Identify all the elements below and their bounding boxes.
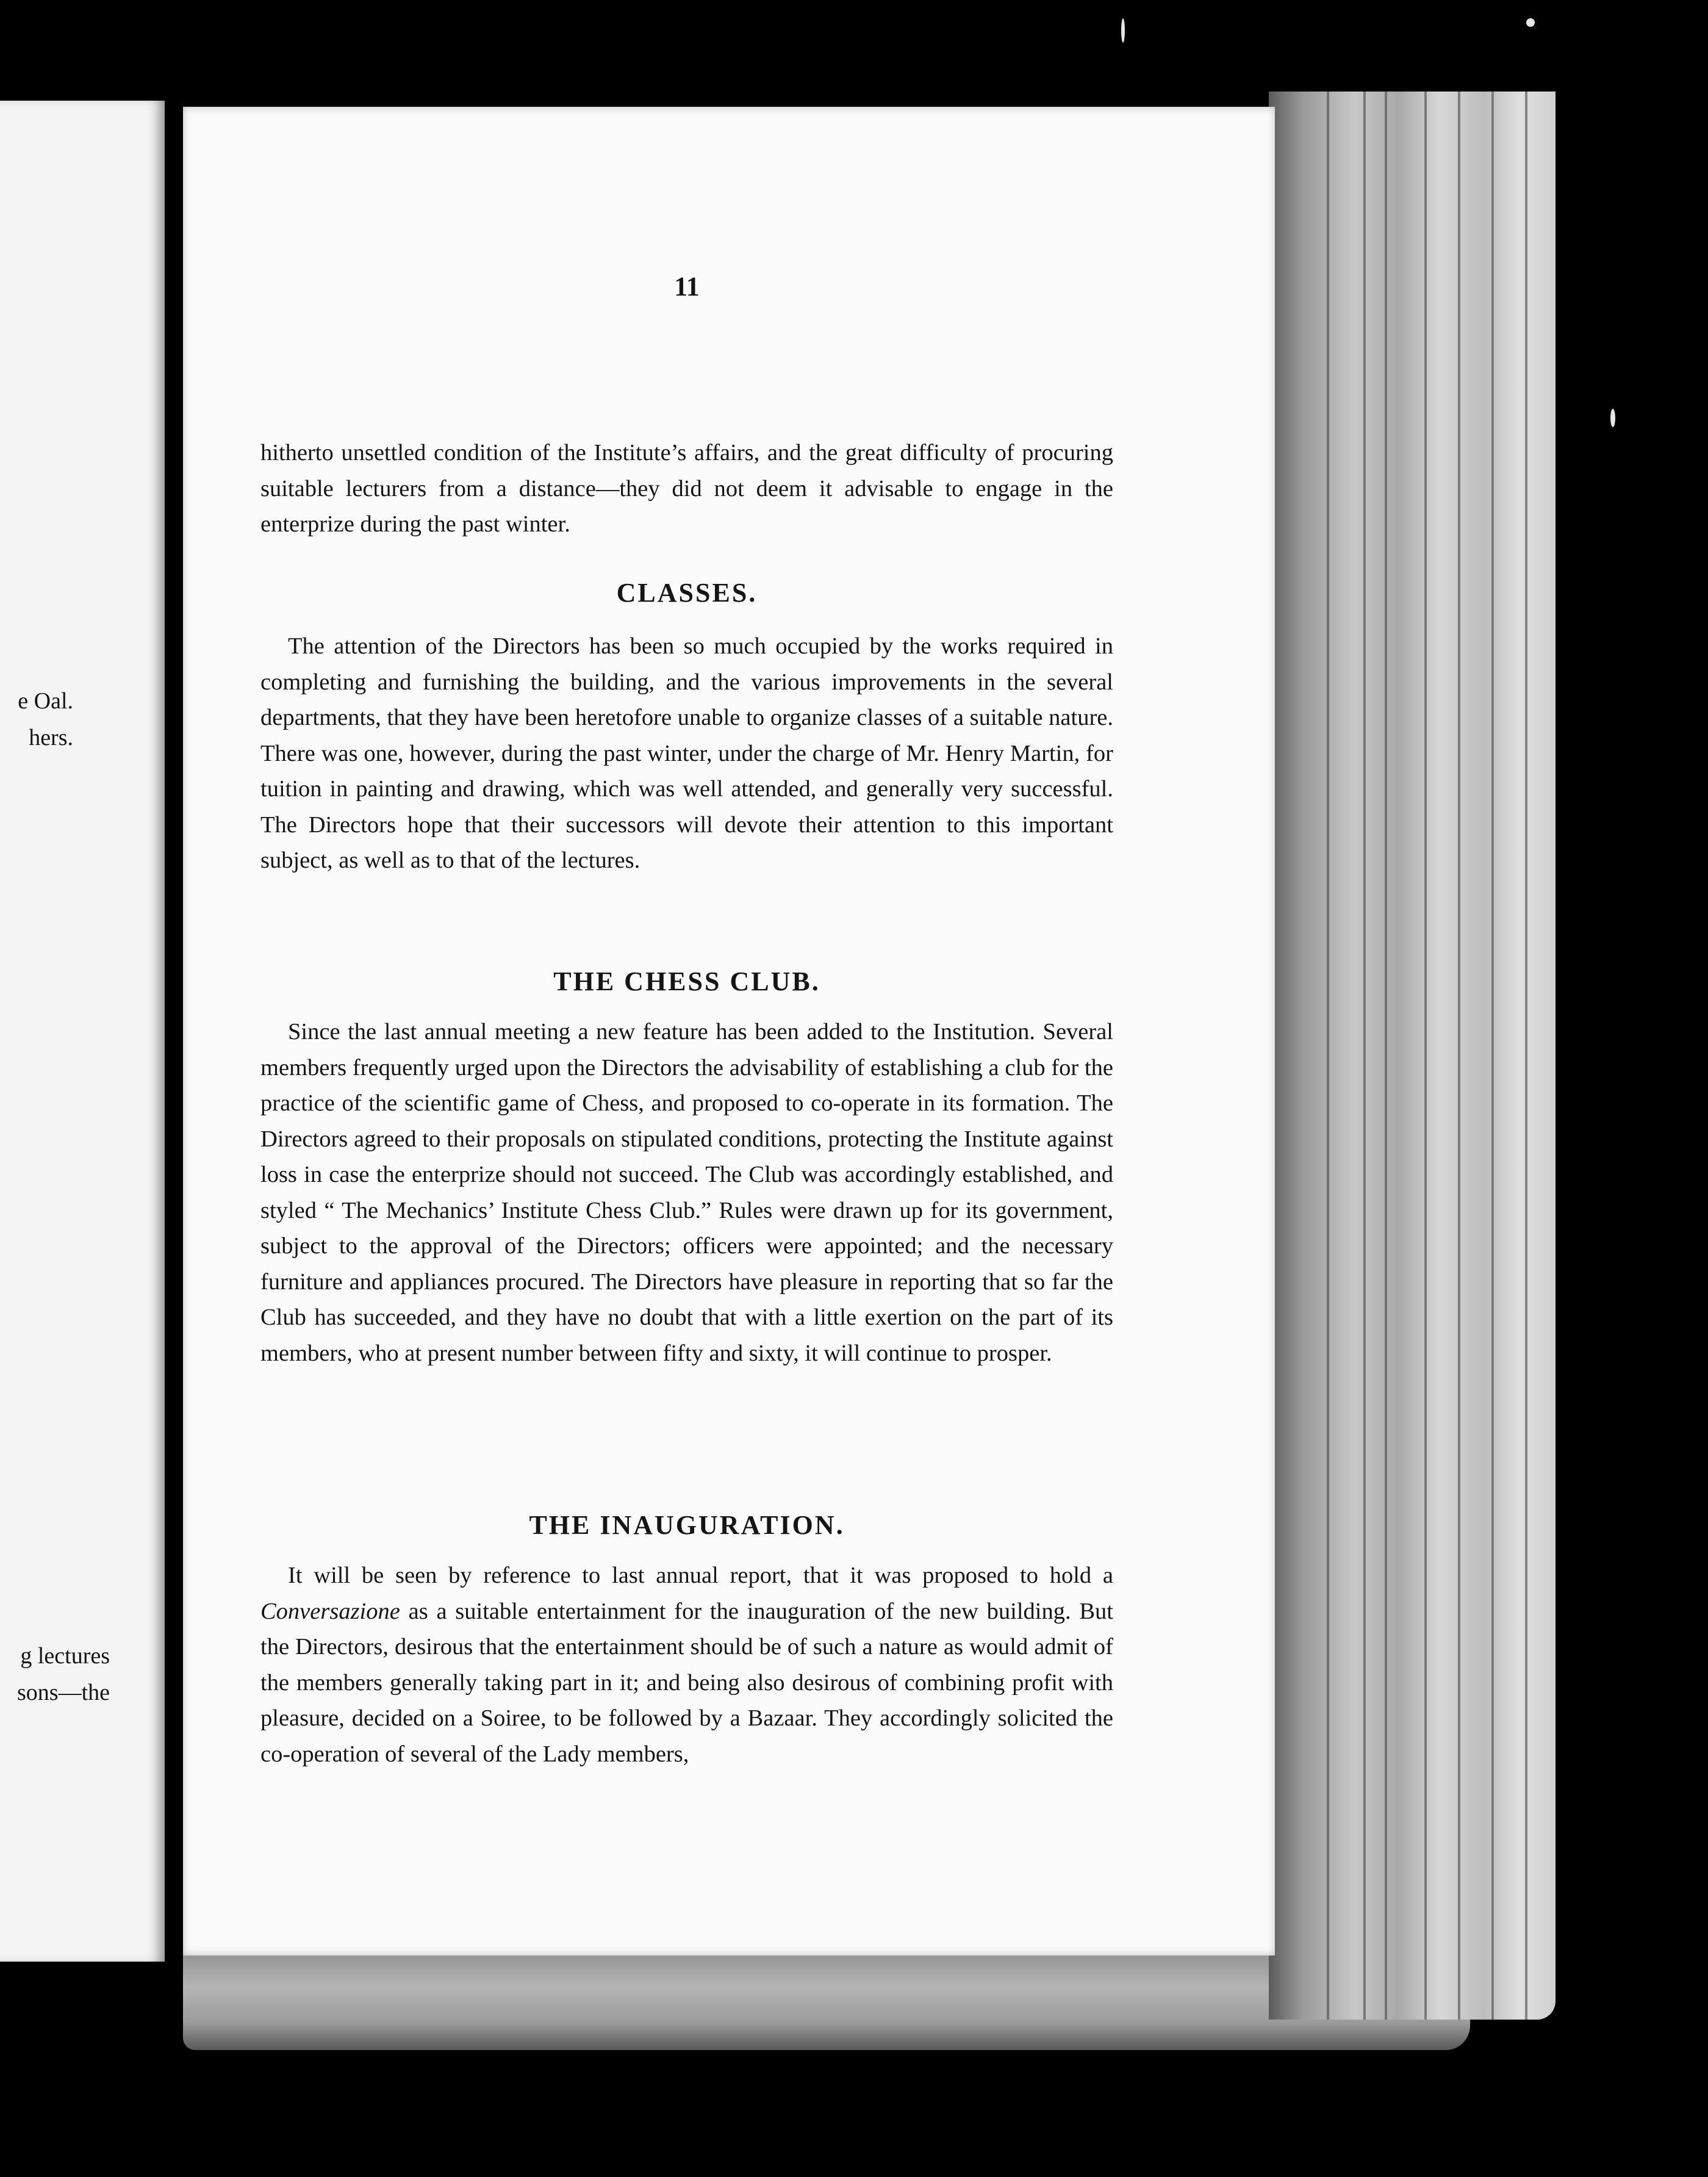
inauguration-text-end: as a suitable entertainment for the inauguration of the new building. But the Directors, desirous that the entertainment should be of such a nature as would admit of the members generally taking part in it; and being also desirous of combining profit with pleasure, decided on a Soiree, to be followed by a Bazaar. They accordingly solicited the co-operation of several of the Lady members, xyxy=(260,1598,1113,1767)
scan-artifact xyxy=(1121,18,1125,43)
section-heading-classes: CLASSES. xyxy=(616,578,758,608)
scan-artifact xyxy=(1610,409,1615,427)
left-page-line: hers. xyxy=(29,725,73,750)
page-stack-right-edge xyxy=(1269,92,1556,2020)
section-heading-chess-club: THE CHESS CLUB. xyxy=(553,966,820,996)
left-page-line: sons—the xyxy=(17,1680,110,1705)
document-page xyxy=(183,107,1275,1956)
left-page-line: e Oal. xyxy=(18,688,73,714)
section-body-chess-club: Since the last annual meeting a new feature has been added to the Institution. Several members frequently urged upon the Directors the advisability of establishing a club for the practice of the scientific game of Chess, and proposed to co-operate in its formation. The Directors agreed to their proposals on stipulated conditions, protecting the Institute against loss in case the enterprize should not succeed. The Club was accordingly established, and styled “ The Mechanics’ Institute Chess Club.” Rules were drawn up for its government, subject to the approval of the Directors; officers were appointed; and the necessary furniture and appliances procured. The Directors have pleasure in reporting that so far the Club has succeeded, and they have no doubt that with a little exertion on the part of its members, who at present number between fifty and sixty, it will continue to prosper. xyxy=(260,1019,1113,1366)
section-heading-inauguration: THE INAUGURATION. xyxy=(529,1510,845,1540)
left-page-line: g lectures xyxy=(20,1643,110,1669)
scan-artifact xyxy=(1526,18,1535,27)
section-body-inauguration xyxy=(260,1558,1113,1772)
section-body-classes: The attention of the Directors has been so much occupied by the works required in completing and furnishing the building, and the various improvements in the several departments, that they have been heretofore unable to organize classes of a suitable nature. There was one, however, during the past winter, under the charge of Mr. Henry Martin, for tuition in painting and drawing, which was well attended, and generally very successful. The Directors hope that their successors will devote their attention to this important subject, as well as to that of the lectures. xyxy=(260,633,1113,873)
intro-paragraph: hitherto unsettled condition of the Institute’s affairs, and the great difficulty of procuring suitable lecturers from a distance—they did not deem it advisable to engage in the enterprize during the past winter. xyxy=(260,440,1113,537)
left-page-fragment xyxy=(0,101,165,1962)
inauguration-italic-term: Conversazione xyxy=(260,1598,400,1624)
page-number: 11 xyxy=(674,272,700,301)
inauguration-text-start: It will be seen by reference to last annual report, that it was proposed to hold a xyxy=(288,1563,1113,1588)
